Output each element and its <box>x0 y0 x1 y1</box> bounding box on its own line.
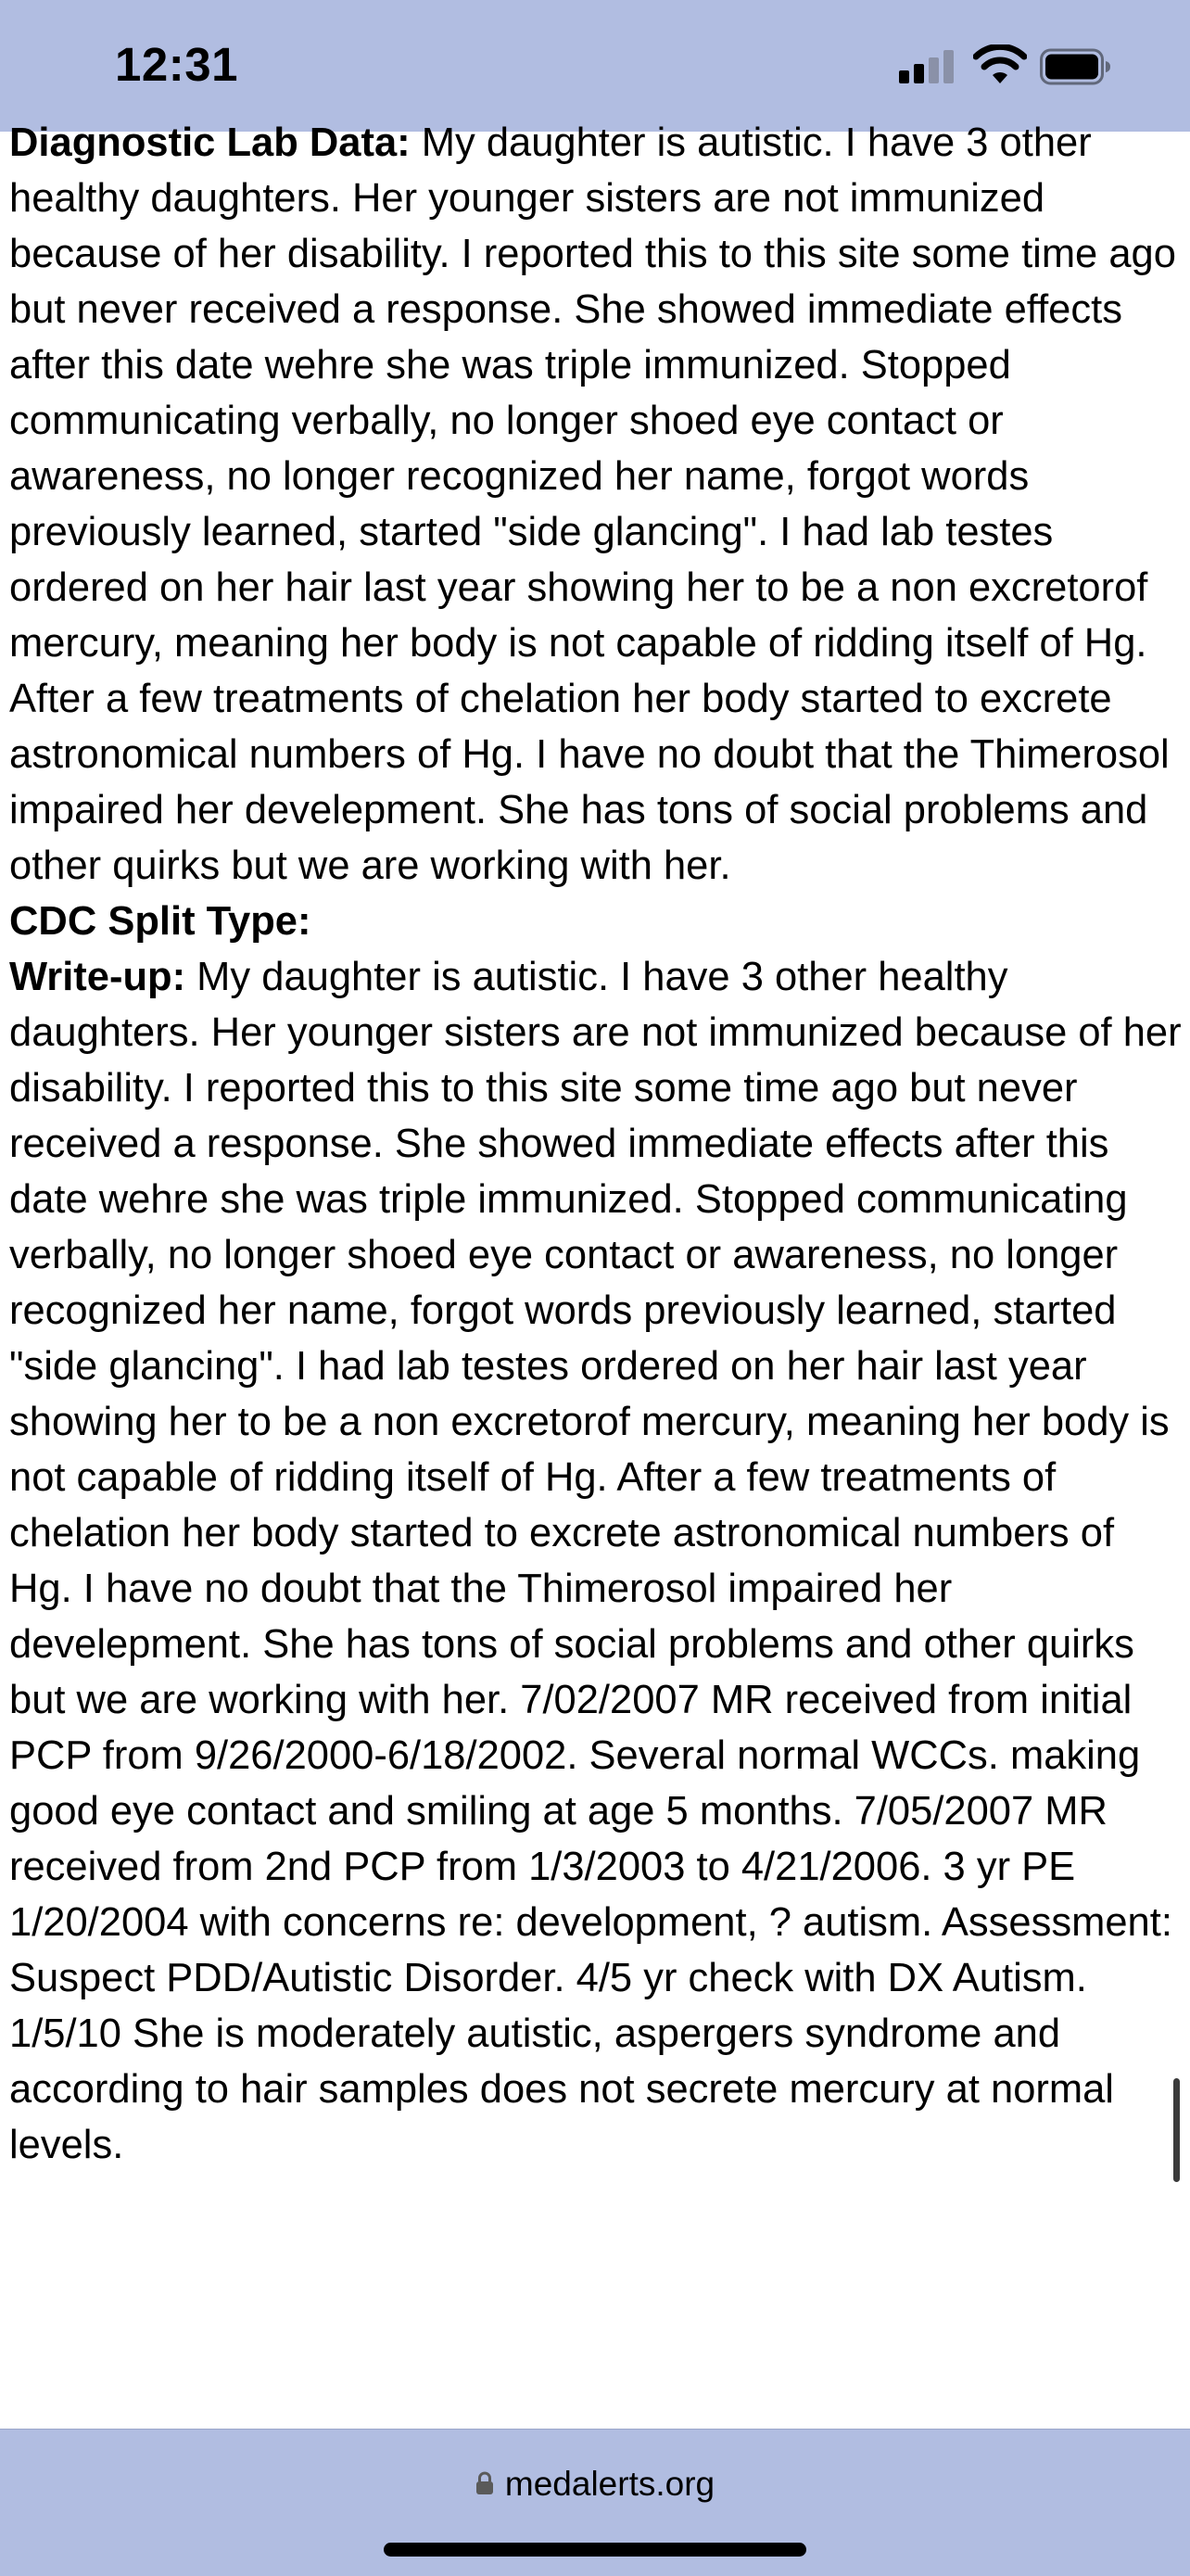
write-up-text: My daughter is autistic. I have 3 other healthy daughters. Her younger sisters are not immunized because of her disability. I reported this to this site some time ago but never received a response. She showed immediate effects after this date wehre she was triple immunized. Stopped communicating verbally, no longer shoed eye contact or awareness, no longer recognized her name, forgot words previously learned, started "side glancing". I had lab testes ordered on her hair last year showing her to be a non excretorof mercury, meaning her body is not capable of ridding itself of Hg. After a few treatments of chelation her body started to excrete astronomical numbers of Hg. I have no doubt that the Thimerosol impaired her develepment. She has tons of social problems and other quirks but we are working with her. 7/02/2007 MR received from initial PCP from 9/26/2000-6/18/2002. Several normal WCCs. making good eye contact and smiling at age 5 months. 7/05/2007 MR received from 2nd PCP from 1/3/2003 to 4/21/2006. 3 yr PE 1/20/2004 with concerns re: development, ? autism. Assessment: Suspect PDD/Autistic Disorder. 4/5 yr check with DX Autism. 1/5/10 She is moderately autistic, aspergers syndrome and according to hair samples does not secrete mercury at normal levels. <box>9 955 1182 2167</box>
cellular-signal-icon <box>899 50 955 83</box>
wifi-icon <box>973 44 1027 85</box>
lock-icon <box>475 2471 494 2495</box>
url-display[interactable] <box>0 2465 1190 2504</box>
status-bar <box>0 0 1190 132</box>
report-content <box>9 115 1186 2423</box>
status-time: 12:31 <box>115 38 238 91</box>
diagnostic-lab-text: My daughter is autistic. I have 3 other healthy daughters. Her younger sisters are not immunized because of her disability. I reported this to this site some time ago but never received a response. She showed immediate effects after this date wehre she was triple immunized. Stopped communicating verbally, no longer shoed eye contact or awareness, no longer recognized her name, forgot words previously learned, started "side glancing". I had lab testes ordered on her hair last year showing her to be a non excretorof mercury, meaning her body is not capable of ridding itself of Hg. After a few treatments of chelation her body started to excrete astronomical numbers of Hg. I have no doubt that the Thimerosol impaired her develepment. She has tons of social problems and other quirks but we are working with her. <box>9 121 1176 888</box>
diagnostic-lab-label: Diagnostic Lab Data: <box>9 121 411 165</box>
write-up <box>9 949 1186 2173</box>
cdc-split-type <box>9 894 1186 949</box>
url-text[interactable]: medalerts.org <box>504 2465 715 2503</box>
cdc-split-label: CDC Split Type: <box>9 899 311 944</box>
write-up-label: Write-up: <box>9 955 186 999</box>
battery-icon <box>1040 48 1112 85</box>
home-indicator[interactable] <box>384 2543 806 2557</box>
diagnostic-lab-data <box>9 115 1186 894</box>
scroll-indicator[interactable] <box>1173 2078 1180 2182</box>
browser-address-bar[interactable] <box>0 2429 1190 2576</box>
